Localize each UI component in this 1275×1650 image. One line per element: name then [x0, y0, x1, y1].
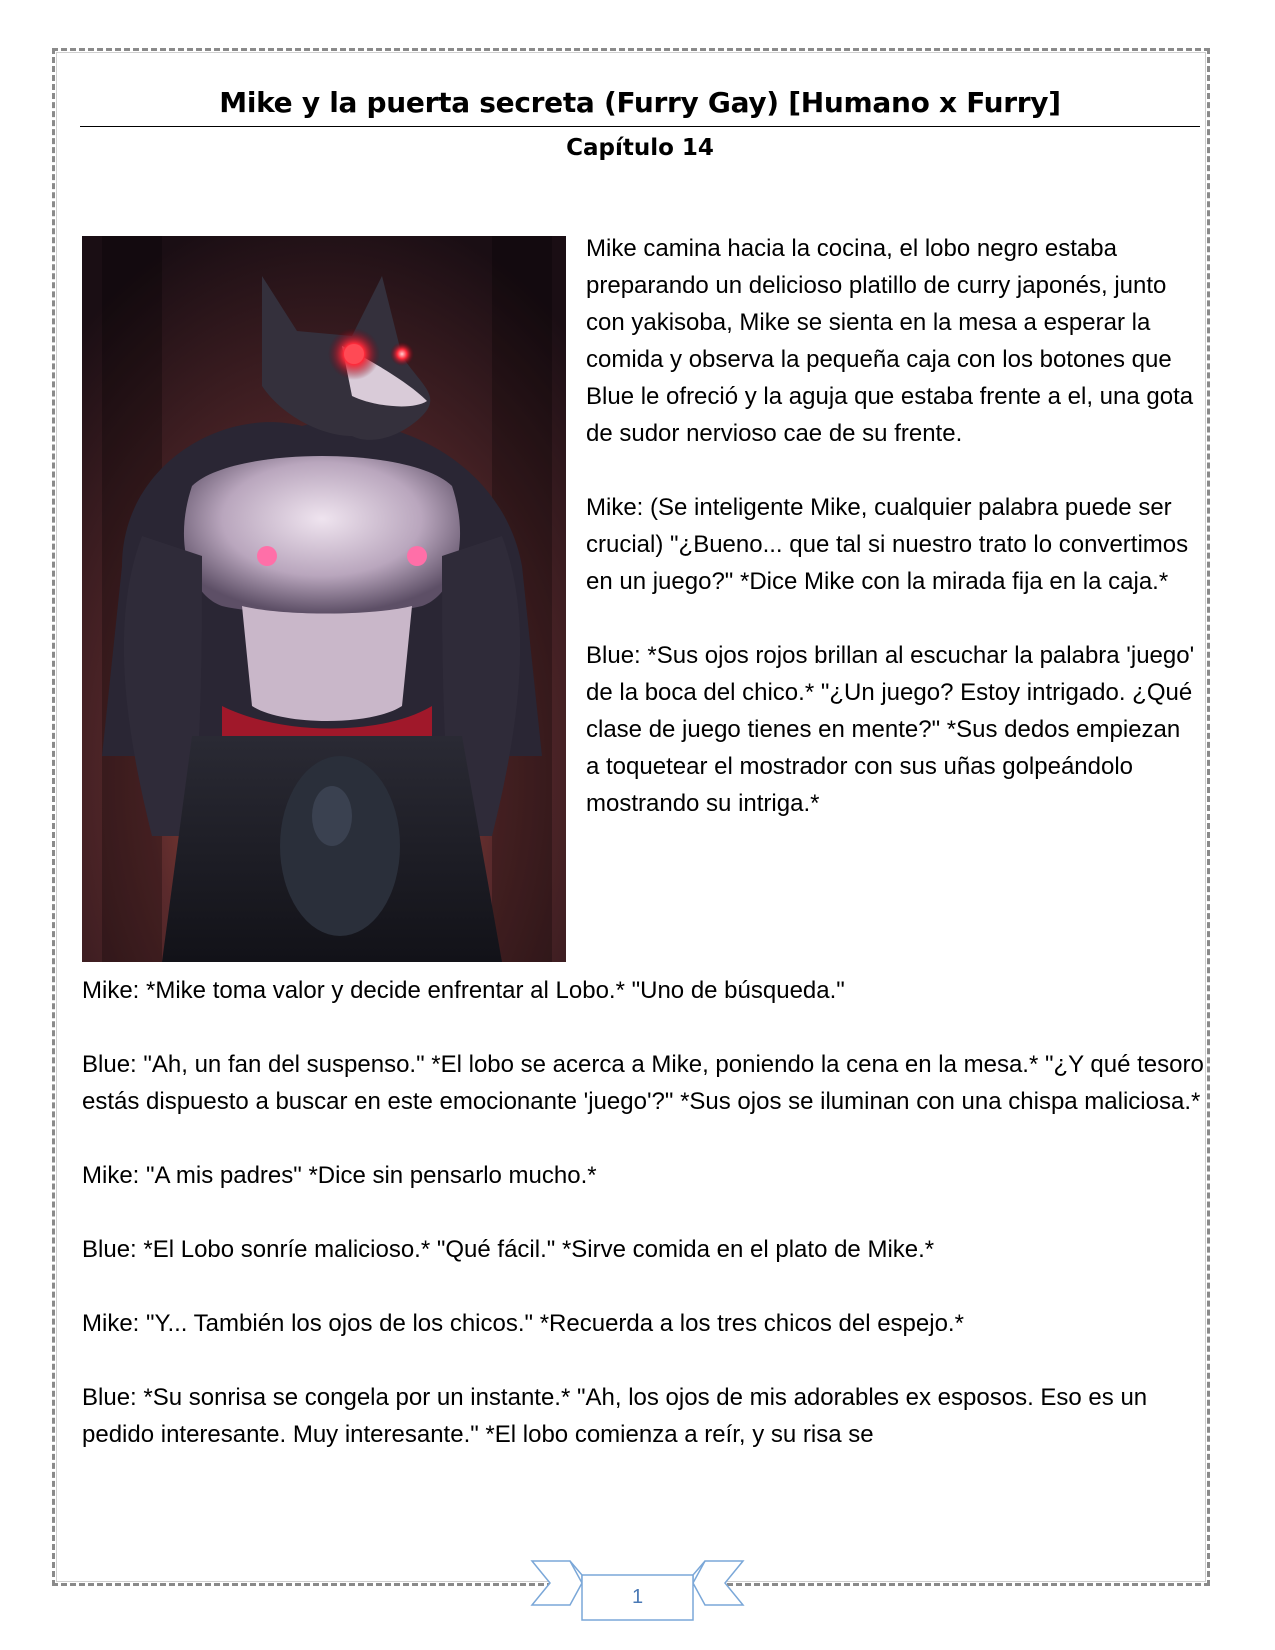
paragraph: Mike: "A mis padres" *Dice sin pensarlo mucho.* [82, 1162, 597, 1189]
paragraph: Blue: "Ah, un fan del suspenso." *El lobo se acerca a Mike, poniendo la cena en la mesa.* "¿Y qué tesoro estás dispuesto a buscar en este emocionante 'juego'?" *Sus ojos se iluminan con una chispa maliciosa.* [82, 1051, 1204, 1115]
full-width-text [82, 972, 1212, 1453]
paragraph: Blue: *Su sonrisa se congela por un instante.* "Ah, los ojos de mis adorables ex esposos. Eso es un pedido interesante. Muy interesante." *El lobo comienza a reír, y su risa se [82, 1384, 1148, 1448]
page-number: 1 [631, 1586, 644, 1608]
side-text-column [586, 230, 1196, 822]
paragraph: Mike: *Mike toma valor y decide enfrentar al Lobo.* "Uno de búsqueda." [82, 977, 845, 1004]
paragraph: Mike: "Y... También los ojos de los chicos." *Recuerda a los tres chicos del espejo.* [82, 1310, 964, 1337]
document-title: Mike y la puerta secreta (Furry Gay) [Humano x Furry] [219, 86, 1061, 119]
wolf-illustration [82, 236, 566, 962]
wolf-illustration-svg [82, 236, 566, 962]
paragraph: Mike camina hacia la cocina, el lobo negro estaba preparando un delicioso platillo de curry japonés, junto con yakisoba, Mike se sienta en la mesa a esperar la comida y observa la pequeña caja con los botones que Blue le ofreció y la aguja que estaba frente a el, una gota de sudor nervioso cae de su frente. [586, 235, 1194, 447]
paragraph: Mike: (Se inteligente Mike, cualquier palabra puede ser crucial) "¿Bueno... que tal si nuestro trato lo convertimos en un juego?" *Dice Mike con la mirada fija en la caja.* [586, 494, 1189, 595]
paragraph: Blue: *Sus ojos rojos brillan al escuchar la palabra 'juego' de la boca del chico.* "¿Un juego? Estoy intrigado. ¿Qué clase de juego tienes en mente?" *Sus dedos empiezan a toquetear el mostrador con sus uñas golpeándolo mostrando su intriga.* [586, 642, 1195, 817]
paragraph: Blue: *El Lobo sonríe malicioso.* "Qué fácil." *Sirve comida en el plato de Mike.* [82, 1236, 935, 1263]
title-underline [80, 126, 1200, 127]
chapter-heading: Capítulo 14 [566, 135, 714, 161]
